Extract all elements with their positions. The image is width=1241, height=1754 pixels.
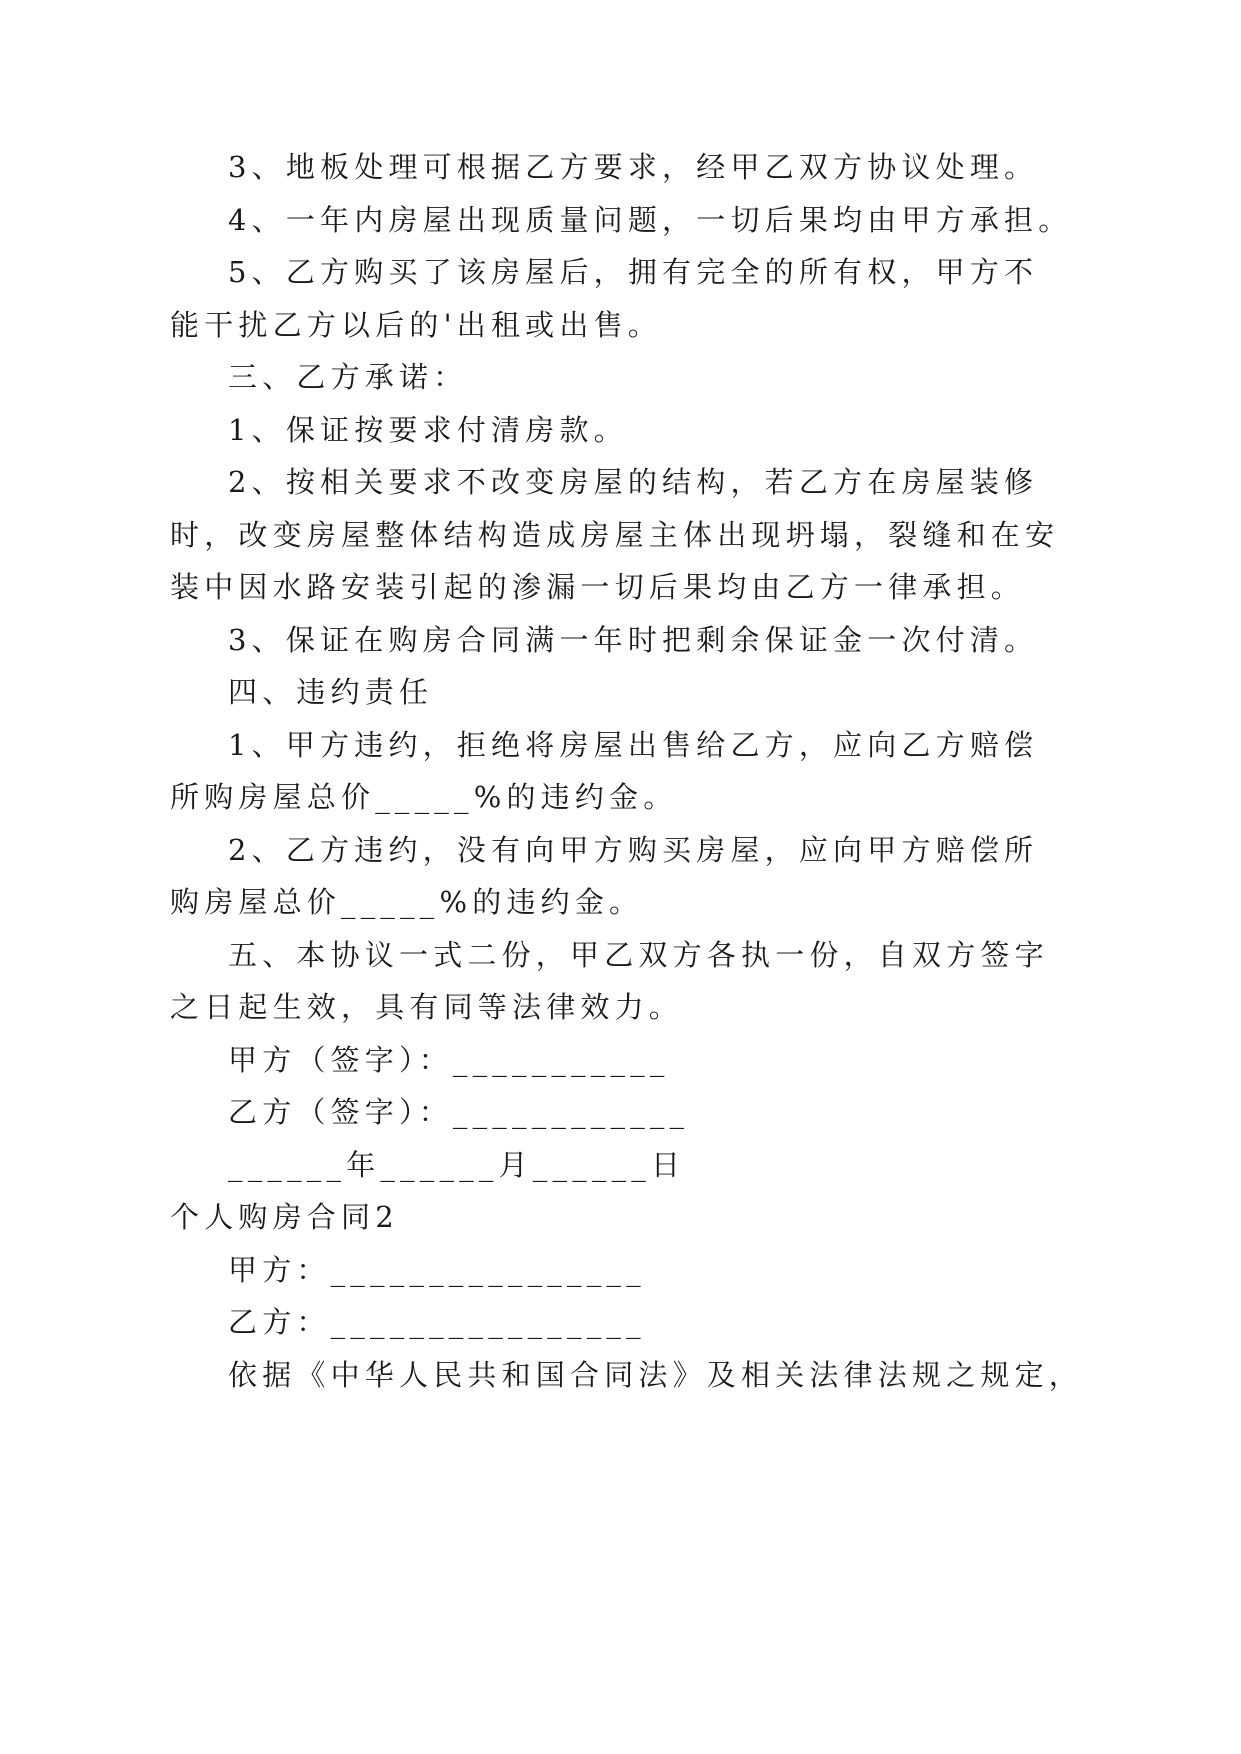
clause-5-ownership-cont: 能干扰乙方以后的'出租或出售。 xyxy=(170,308,662,342)
liability-1-seller: 1、甲方违约，拒绝将房屋出售给乙方，应向乙方赔偿 xyxy=(228,728,1039,762)
contract-2-preamble: 依据《中华人民共和国合同法》及相关法律法规之规定， xyxy=(228,1358,1084,1392)
clause-3-floor: 3、地板处理可根据乙方要求，经甲乙双方协议处理。 xyxy=(228,150,1039,184)
liability-2-buyer-cont: 购房屋总价_____%的违约金。 xyxy=(170,885,644,919)
promise-2-structure: 2、按相关要求不改变房屋的结构，若乙方在房屋装修 xyxy=(228,465,1039,499)
promise-2-structure-cont-2: 装中因水路安装引起的渗漏一切后果均由乙方一律承担。 xyxy=(170,570,1026,604)
date-line: ______年______月______日 xyxy=(228,1148,686,1182)
contract-2-party-a: 甲方：________________ xyxy=(228,1253,646,1287)
contract-2-party-b: 乙方：________________ xyxy=(228,1305,646,1339)
contract-2-title: 个人购房合同2 xyxy=(170,1200,399,1234)
promise-2-structure-cont-1: 时，改变房屋整体结构造成房屋主体出现坍塌，裂缝和在安 xyxy=(170,518,1060,552)
party-a-signature-line: 甲方（签字）：___________ xyxy=(228,1043,670,1077)
liability-1-seller-cont: 所购房屋总价_____%的违约金。 xyxy=(170,780,678,814)
promise-3-deposit: 3、保证在购房合同满一年时把剩余保证金一次付清。 xyxy=(228,623,1039,657)
clause-4-quality: 4、一年内房屋出现质量问题，一切后果均由甲方承担。 xyxy=(228,203,1073,237)
clause-5-ownership: 5、乙方购买了该房屋后，拥有完全的所有权，甲方不 xyxy=(228,255,1039,289)
liability-2-buyer: 2、乙方违约，没有向甲方购买房屋，应向甲方赔偿所 xyxy=(228,833,1039,867)
section-heading-liability: 四、违约责任 xyxy=(228,675,434,709)
clause-5-copies-cont: 之日起生效，具有同等法律效力。 xyxy=(170,990,684,1024)
party-b-signature-line: 乙方（签字）：____________ xyxy=(228,1095,690,1129)
promise-1-payment: 1、保证按要求付清房款。 xyxy=(228,413,628,447)
section-heading-buyer-promise: 三、乙方承诺： xyxy=(228,360,468,394)
clause-5-copies: 五、本协议一式二份，甲乙双方各执一份，自双方签字 xyxy=(228,938,1049,972)
